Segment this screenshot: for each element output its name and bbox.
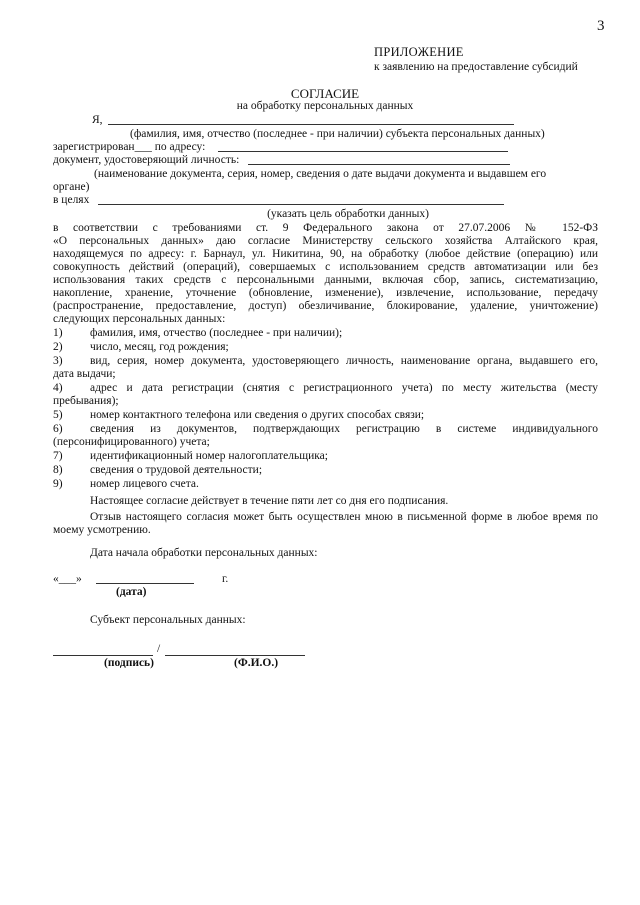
- list-item: фамилия, имя, отчество (последнее - при наличии);: [90, 327, 343, 339]
- list-item-continuation: пребывания);: [53, 395, 119, 407]
- fio-line[interactable]: [108, 124, 514, 125]
- list-item-number: 3): [53, 355, 63, 367]
- id-document-caption-2: органе): [53, 181, 90, 193]
- body-line-2: «О персональных данных» даю согласие Министерству сельского хозяйства Алтайского края,: [53, 235, 598, 247]
- body-line-4: совокупность действий (операций), совершаемых с использованием средств автоматизации или без: [53, 261, 598, 273]
- document-subtitle: на обработку персональных данных: [236, 100, 414, 112]
- revocation-text-2: моему усмотрению.: [53, 524, 151, 536]
- body-line-6: накопление, хранение, уточнение (обновление, изменение), извлечение, использование, передачу: [53, 287, 598, 299]
- validity-text: Настоящее согласие действует в течение пяти лет со дня его подписания.: [90, 495, 449, 507]
- fio-signature-caption: (Ф.И.О.): [234, 657, 279, 669]
- purpose-caption: (указать цель обработки данных): [267, 208, 429, 220]
- signature-caption: (подпись): [104, 657, 154, 669]
- body-line-1: в соответствии с требованиями ст. 9 Федерального закона от 27.07.2006 № 152-ФЗ: [53, 222, 598, 234]
- list-item-number: 7): [53, 450, 63, 462]
- list-item-number: 6): [53, 423, 63, 435]
- id-document-label: документ, удостоверяющий личность:: [53, 154, 240, 166]
- id-document-line[interactable]: [248, 164, 510, 165]
- document-title: СОГЛАСИЕ: [290, 86, 360, 101]
- signature-line[interactable]: [53, 655, 153, 656]
- list-item-number: 2): [53, 341, 63, 353]
- appendix-subtitle: к заявлению на предоставление субсидий: [374, 61, 578, 73]
- list-item: число, месяц, год рождения;: [90, 341, 229, 353]
- signature-separator: /: [157, 643, 161, 655]
- id-document-caption: (наименование документа, серия, номер, сведения о дате выдачи документа и выдавшем его: [94, 168, 547, 180]
- list-item: идентификационный номер налогоплательщика;: [90, 450, 328, 462]
- subject-label: Субъект персональных данных:: [90, 614, 246, 626]
- list-item: сведения о трудовой деятельности;: [90, 464, 263, 476]
- list-item-continuation: (персонифицированного) учета;: [53, 436, 210, 448]
- body-line-3: находящемуся по адресу: г. Барнаул, ул. Никитина, 90, на обработку (любое действие (операцию) или: [53, 248, 598, 260]
- purpose-line[interactable]: [98, 204, 504, 205]
- body-line-7: (распространение, предоставление, доступ) обезличивание, блокирование, удаление, уничтожение): [53, 300, 598, 312]
- date-line[interactable]: [96, 583, 194, 584]
- appendix-title: ПРИЛОЖЕНИЕ: [374, 45, 464, 59]
- body-line-8: следующих персональных данных:: [53, 313, 226, 325]
- list-item: номер контактного телефона или сведения о других способах связи;: [90, 409, 425, 421]
- fio-signature-line[interactable]: [165, 655, 305, 656]
- list-item-number: 5): [53, 409, 63, 421]
- date-year-suffix: г.: [222, 573, 229, 585]
- fio-caption: (фамилия, имя, отчество (последнее - при наличии) субъекта персональных данных): [130, 128, 545, 140]
- registered-label: зарегистрирован___ по адресу:: [53, 141, 206, 153]
- list-item: вид, серия, номер документа, удостоверяющего личность, наименование органа, выдавшего его,: [90, 355, 598, 367]
- list-item-number: 8): [53, 464, 63, 476]
- list-item-number: 9): [53, 478, 63, 490]
- ya-label: Я,: [92, 114, 103, 126]
- list-item-number: 4): [53, 382, 63, 394]
- list-item: адрес и дата регистрации (снятия с регистрационного учета) по месту жительства (месту: [90, 382, 598, 394]
- purpose-label: в целях: [53, 194, 90, 206]
- list-item-number: 1): [53, 327, 63, 339]
- list-item: сведения из документов, подтверждающих регистрацию в системе индивидуального: [90, 423, 598, 435]
- date-day-field[interactable]: «___»: [53, 573, 82, 585]
- address-line[interactable]: [218, 151, 508, 152]
- revocation-text: Отзыв настоящего согласия может быть осуществлен мною в письменной форме в любое время по: [90, 511, 598, 523]
- page-number: 3: [597, 18, 605, 34]
- list-item-continuation: дата выдачи;: [53, 368, 116, 380]
- body-line-5: использования таких средств с персональными данными, включая сбор, запись, систематизацию,: [53, 274, 598, 286]
- list-item: номер лицевого счета.: [90, 478, 199, 490]
- start-date-label: Дата начала обработки персональных данных:: [90, 547, 318, 559]
- date-caption: (дата): [116, 586, 147, 598]
